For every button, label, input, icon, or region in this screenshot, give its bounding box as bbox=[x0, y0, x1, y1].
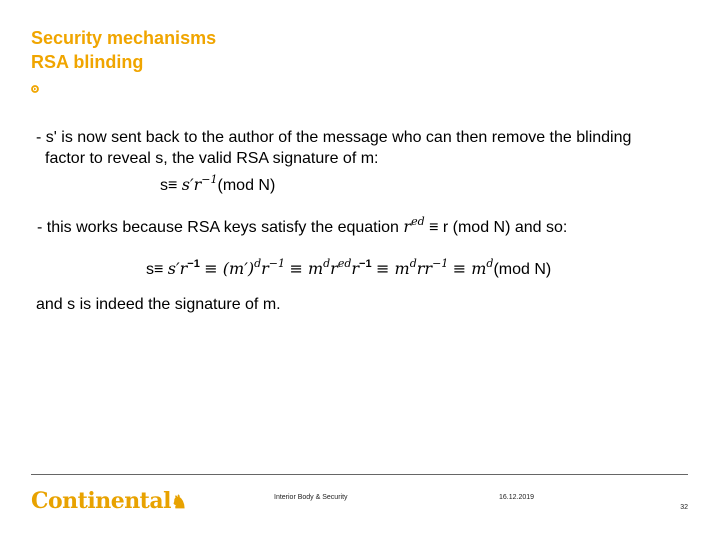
p2-suffix: ≡ r (mod N) and so: bbox=[429, 219, 568, 236]
eq2-term-2b-exp: −1 bbox=[268, 257, 285, 270]
paragraph-1-line-2: factor to reveal s, the valid RSA signature of m: bbox=[45, 150, 379, 167]
footer-department: Interior Body & Security bbox=[274, 494, 348, 501]
p2-math: r bbox=[403, 217, 412, 236]
eq2-term-5-exp: d bbox=[486, 257, 494, 270]
footer-date: 16.12.2019 bbox=[499, 494, 535, 501]
page-title bbox=[31, 26, 216, 74]
eq2-term-3: ≡ m bbox=[289, 259, 324, 278]
eq1-math: s′r bbox=[181, 175, 202, 194]
logo-text: Continental bbox=[31, 488, 171, 514]
eq1-suffix: (mod N) bbox=[217, 177, 276, 194]
title-line-1: Security mechanisms bbox=[31, 28, 217, 48]
eq2-term-3b-exp: ed bbox=[337, 257, 352, 270]
continental-logo bbox=[31, 488, 187, 514]
eq2-suffix: (mod N) bbox=[493, 261, 552, 278]
eq2-term-2b: r bbox=[261, 259, 269, 278]
horse-logo-icon: ♞ bbox=[170, 492, 187, 513]
eq1-prefix: s≡ bbox=[160, 177, 178, 194]
eq2-term-4b: rr bbox=[416, 259, 433, 278]
page-number: 32 bbox=[680, 504, 688, 511]
equation-2 bbox=[146, 254, 551, 280]
eq2-term-4-exp: d bbox=[409, 257, 417, 270]
eq2-term-3c-exp: −1 bbox=[359, 258, 372, 270]
eq1-exponent: −1 bbox=[201, 173, 218, 186]
eq2-prefix: s≡ bbox=[146, 261, 164, 278]
p2-text: - this works because RSA keys satisfy the equation bbox=[37, 219, 399, 236]
equation-1 bbox=[160, 170, 275, 196]
paragraph-2 bbox=[37, 212, 567, 238]
footer-divider bbox=[31, 474, 688, 475]
eq2-term-1-exp: −1 bbox=[187, 258, 200, 270]
eq2-term-4b-exp: −1 bbox=[432, 257, 449, 270]
eq2-term-3c: r bbox=[351, 259, 360, 278]
eq2-term-2: ≡ (m′) bbox=[204, 259, 255, 278]
paragraph-1-line-1: - s' is now sent back to the author of the message who can then remove the blinding bbox=[36, 129, 632, 146]
eq2-term-1: s′r bbox=[167, 259, 188, 278]
paragraph-3: and s is indeed the signature of m. bbox=[36, 296, 281, 313]
arrow-bullet-icon bbox=[31, 85, 39, 93]
eq2-term-3-exp: d bbox=[323, 257, 331, 270]
eq2-term-4: ≡ m bbox=[376, 259, 410, 278]
title-line-2: RSA blinding bbox=[31, 52, 144, 72]
eq2-term-5: ≡ m bbox=[452, 259, 487, 278]
eq2-term-2-exp: d bbox=[254, 257, 262, 270]
eq2-term-3b: r bbox=[330, 259, 338, 278]
p2-exponent: ed bbox=[411, 215, 425, 228]
